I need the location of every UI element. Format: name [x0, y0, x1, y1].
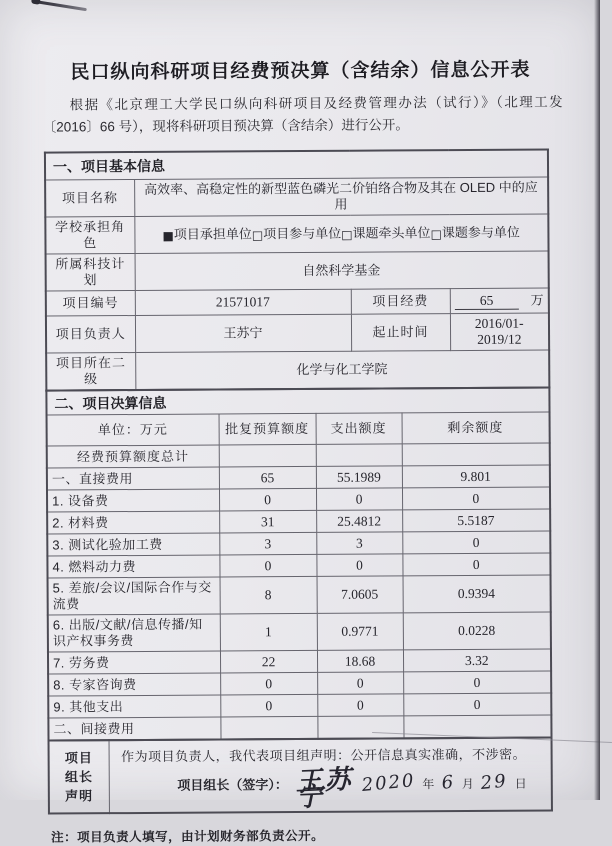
budget-row-materials: [47, 509, 550, 534]
role-option-label: 课题牵头单位: [352, 225, 431, 241]
role-option: [430, 225, 519, 241]
page-title: 民口纵向科研项目经费预决算（含结余）信息公开表: [70, 59, 531, 84]
remaining-value: 0: [402, 487, 550, 510]
spent-value: 55.1989: [316, 466, 402, 489]
spent-value: 0.9771: [317, 613, 403, 651]
remaining-value: 0.9394: [403, 575, 551, 613]
budget-row-fuel: [47, 553, 550, 578]
spent-value: 0: [316, 554, 402, 577]
project-funding-value: [450, 288, 549, 314]
spent-value: 25.4812: [316, 510, 402, 533]
project-period-value: 2016/01-2019/12: [450, 313, 549, 351]
project-name-label: 项目名称: [45, 180, 134, 218]
budget-row-direct: [47, 465, 550, 490]
budget-table: [45, 386, 552, 741]
row-label: 7. 劳务费: [48, 651, 220, 674]
budget-row-consulting: [48, 671, 551, 696]
remaining-value: 0: [403, 693, 551, 716]
remaining-value: 0: [402, 531, 550, 554]
school-role-label: 学校承担角色: [45, 217, 134, 255]
role-option: [252, 226, 341, 242]
checkbox-empty-icon: □: [341, 227, 353, 242]
college-row: [46, 350, 549, 391]
handwritten-signature: 王苏宁: [294, 764, 355, 814]
signature-label: 项目组长（签字）：: [177, 777, 288, 793]
declaration-label-line: 声明: [65, 788, 94, 804]
spent-value: 0: [316, 488, 402, 511]
role-option-label: 项目参与单位: [263, 225, 342, 242]
budget-columns-row: [47, 412, 550, 446]
approved-value: 0: [220, 694, 317, 717]
row-label: 一、直接费用: [47, 467, 219, 490]
empty-cell: [219, 444, 316, 467]
role-option-label: 课题参与单位: [441, 224, 520, 241]
col-approved: 批复预算额度: [219, 413, 316, 445]
signature-line: [121, 764, 541, 814]
project-leader-value: 王苏宁: [135, 314, 351, 352]
approved-value: 31: [219, 510, 316, 533]
remaining-value: 5.5187: [402, 509, 550, 532]
row-label: 5. 差旅/会议/国际合作与交流费: [48, 577, 220, 615]
budget-section-title: 二、项目决算信息: [46, 387, 549, 415]
col-remaining: 剩余额度: [402, 412, 550, 444]
spent-value: 7.0605: [317, 576, 403, 614]
project-period-label: 起止时间: [351, 314, 450, 352]
college-value: 化学与化工学院: [135, 350, 549, 390]
project-funding-label: 项目经费: [351, 289, 450, 315]
project-number-label: 项目编号: [46, 291, 135, 317]
approved-value: 0: [219, 488, 316, 511]
date-year-unit: 年: [422, 777, 435, 792]
approved-value: 1: [220, 613, 317, 651]
project-number-value: 21571017: [135, 289, 351, 315]
remaining-value: 0: [403, 671, 551, 694]
science-plan-value: 自然科学基金: [135, 251, 549, 291]
date-day-unit: 日: [514, 776, 527, 791]
row-label: 3. 测试化验加工费: [47, 533, 219, 556]
remaining-value: 3.32: [403, 649, 551, 672]
date-day: 29: [479, 770, 509, 795]
budget-row-equipment: [47, 487, 550, 512]
date-month-unit: 月: [461, 776, 474, 792]
checkbox-empty-icon: □: [430, 226, 442, 241]
project-name-row: [45, 177, 548, 217]
science-plan-row: [46, 251, 549, 291]
handwritten-date: [360, 770, 527, 796]
unit-header: 单位：万元: [47, 414, 219, 446]
role-option-checked: [162, 226, 251, 242]
date-year: 2020: [360, 770, 417, 796]
budget-row-testing: [47, 531, 550, 556]
empty-cell: [220, 716, 317, 739]
approved-value: 65: [219, 466, 316, 489]
row-label: 6. 出版/文献/信息传播/知识产权事务费: [48, 614, 220, 652]
declaration-label: [49, 740, 109, 813]
budget-row-travel: [48, 575, 551, 615]
budget-row-publication: [48, 612, 551, 652]
empty-cell: [317, 716, 403, 739]
science-plan-label: 所属科技计划: [46, 254, 135, 292]
spent-value: 0: [317, 694, 403, 717]
project-name-value: 高效率、高稳定性的新型蓝色磷光二价铂络合物及其在 OLED 中的应用: [134, 177, 548, 217]
project-number-row: [46, 288, 549, 316]
approved-value: 0: [219, 554, 316, 577]
col-spent: 支出额度: [316, 413, 402, 445]
budget-section-header-row: [46, 387, 549, 415]
intro-paragraph: 根据《北京理工大学民口纵向科研项目及经费管理办法（试行）》（北理工发〔2016〕66 号），现将科研项目预决算（含结余）进行公开。: [42, 94, 563, 135]
footer-note: 注：项目负责人填写，由计划财务部负责公开。: [51, 828, 325, 845]
declaration-table: [48, 736, 553, 814]
photo-dark-edge: [594, 0, 600, 800]
row-label: 2. 材料费: [47, 511, 219, 534]
basic-info-table: [44, 148, 550, 391]
approved-value: 0: [220, 672, 317, 695]
declaration-label-line: 组长: [64, 769, 94, 785]
project-leader-label: 项目负责人: [46, 316, 135, 354]
remaining-value: 0.0228: [403, 612, 551, 650]
date-month: 6: [440, 771, 456, 794]
row-label: 1. 设备费: [47, 489, 219, 512]
spent-value: 18.68: [317, 650, 403, 673]
budget-total-row: [47, 443, 550, 468]
budget-row-other: [48, 693, 551, 718]
declaration-content: [109, 737, 552, 813]
school-role-options: [134, 214, 548, 254]
budget-row-labor: [48, 649, 551, 674]
approved-value: 22: [220, 650, 317, 673]
school-role-row: [45, 214, 548, 254]
basic-section-title: 一、项目基本信息: [45, 149, 548, 180]
spent-value: 0: [317, 672, 403, 695]
checkbox-filled-icon: ■: [162, 228, 174, 243]
funding-amount: 65: [455, 292, 519, 309]
remaining-value: 0: [402, 553, 550, 576]
remaining-value: 9.801: [402, 465, 550, 488]
spent-value: 3: [316, 532, 402, 555]
declaration-row: [49, 737, 552, 813]
checkbox-empty-icon: □: [251, 227, 264, 242]
row-label: 9. 其他支出: [48, 695, 220, 718]
declaration-statement: 作为项目负责人，我代表项目组声明：公开信息真实准确，不涉密。: [121, 746, 527, 765]
role-option-label: 项目承担单位: [173, 226, 252, 242]
row-label: 8. 专家咨询费: [48, 673, 220, 696]
approved-value: 8: [220, 576, 317, 614]
declaration-label-line: 项目: [64, 750, 93, 766]
row-label: 4. 燃料动力费: [47, 555, 219, 578]
empty-cell: [316, 444, 402, 467]
basic-section-header-row: [45, 149, 548, 180]
total-label: 经费预算额度总计: [47, 445, 219, 468]
indirect-label: 二、间接费用: [48, 717, 220, 741]
approved-value: 3: [219, 532, 316, 555]
role-option: [341, 225, 430, 241]
funding-unit: 万: [530, 292, 544, 308]
empty-cell: [402, 443, 550, 466]
project-leader-row: [46, 313, 549, 353]
college-label: 项目所在二级: [46, 353, 135, 391]
